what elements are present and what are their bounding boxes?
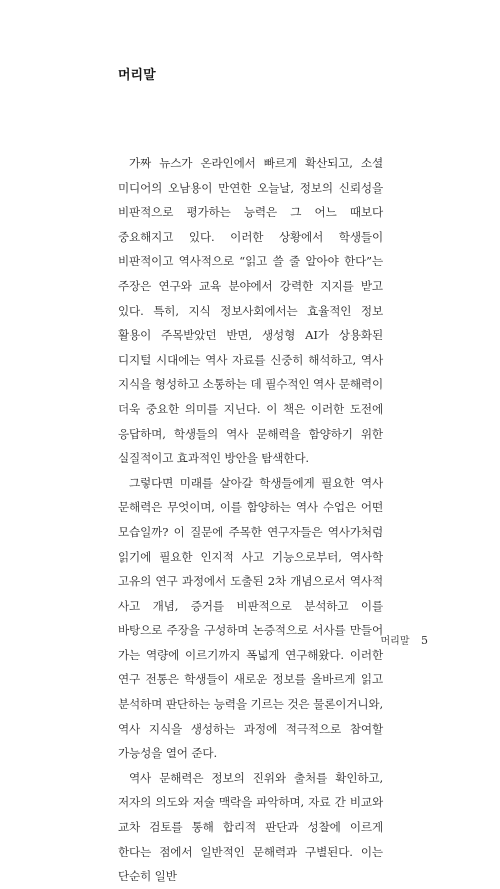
page-footer	[381, 632, 428, 647]
paragraph-1: 가짜 뉴스가 온라인에서 빠르게 확산되고, 소셜 미디어의 오남용이 만연한 오늘날, 정보의 신뢰성을 비판적으로 평가하는 능력은 그 어느 때보다 중요해지고 있다. 이러한 상황에서 학생들이 비판적이고 역사적으로 “읽고 쓸 줄 알아야 한다”는 주장은 연구와 교육 분야에서 강력한 지지를 받고 있다. 특히, 지식 정보사회에서는 효율적인 정보 활용이 주목받았던 반면, 생성형 AI가 상용화된 디지털 시대에는 역사 자료를 신중히 해석하고, 역사 지식을 형성하고 소통하는 데 필수적인 역사 문해력이 더욱 중요한 의미를 지닌다. 이 책은 이러한 도전에 응답하며, 학생들의 역사 문해력을 함양하기 위한 실질적이고 효과적인 방안을 탐색한다.	[118, 156, 383, 466]
page-heading: 머리말	[118, 68, 156, 83]
paragraph-3: 역사 문해력은 정보의 진위와 출처를 확인하고, 저자의 의도와 저술 맥락을 파악하며, 자료 간 비교와 교차 검토를 통해 합리적 판단과 성찰에 이르게 한다는 점에서 일반적인 문해력과 구별된다. 이는 단순히 일반	[118, 770, 383, 884]
body-text	[118, 151, 383, 889]
paragraph-2: 그렇다면 미래를 살아갈 학생들에게 필요한 역사 문해력은 무엇이며, 이를 함양하는 역사 수업은 어떤 모습일까? 이 질문에 주목한 연구자들은 역사가처럼 읽기에 필요한 인지적 사고 기능으로부터, 역사학 고유의 연구 과정에서 도출된 2차 개념으로서 역사적 사고 개념, 증거를 비판적으로 분석하고 이를 바탕으로 주장을 구성하며 논증적으로 서사를 만들어 가는 역량에 이르기까지 폭넓게 연구해왔다. 이러한 연구 전통은 학생들이 새로운 정보를 올바르게 읽고 분석하며 판단하는 능력을 기르는 것은 물론이거니와, 역사 지식을 생성하는 과정에 적극적으로 참여할 가능성을 열어 준다.	[118, 475, 383, 761]
running-title: 머리말	[380, 636, 410, 647]
page-number: 5	[421, 634, 428, 647]
